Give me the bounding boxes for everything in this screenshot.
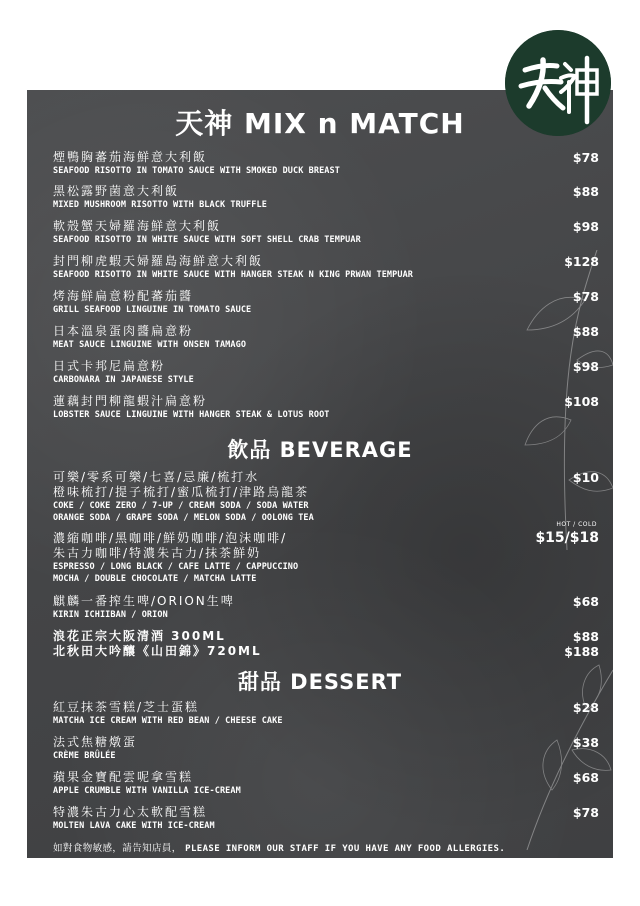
item-price: $88 xyxy=(572,629,599,644)
allergy-notice-en: PLEASE INFORM OUR STAFF IF YOU HAVE ANY FOOD ALLERGIES. xyxy=(185,844,506,854)
item-name-en: CRÈME BRÛLÉE xyxy=(53,751,116,761)
item-price: $108 xyxy=(564,394,599,409)
item-price: $98 xyxy=(572,219,599,234)
item-name-cn: 煙鴨胸蕃茄海鮮意大利飯 xyxy=(53,150,208,164)
beverage-section-title: 飲品 BEVERAGE xyxy=(227,438,413,462)
item-name-en: GRILL SEAFOOD LINGUINE IN TOMATO SAUCE xyxy=(53,305,252,315)
item-name-en: ESPRESSO / LONG BLACK / CAFE LATTE / CAPPUCCINO xyxy=(53,562,299,572)
item-price: $78 xyxy=(572,289,599,304)
item-name-cn: 麒麟一番搾生啤/ORION生啤 xyxy=(53,594,235,608)
item-price: $78 xyxy=(572,150,599,165)
menu-board xyxy=(27,90,613,858)
item-price: $38 xyxy=(572,735,599,750)
item-price: $88 xyxy=(572,324,599,339)
item-name-en: LOBSTER SAUCE LINGUINE WITH HANGER STEAK & LOTUS ROOT xyxy=(53,410,330,420)
item-name-cn: 烤海鮮扁意粉配蕃茄醬 xyxy=(53,289,194,303)
item-name-cn: 北秋田大吟釀《山田錦》720ML xyxy=(53,644,262,658)
item-name-en: ORANGE SODA / GRAPE SODA / MELON SODA / OOLONG TEA xyxy=(53,513,314,523)
item-name-en: CARBONARA IN JAPANESE STYLE xyxy=(53,375,194,385)
item-price: $78 xyxy=(572,805,599,820)
restaurant-logo xyxy=(505,30,611,136)
item-name-en: SEAFOOD RISOTTO IN WHITE SAUCE WITH SOFT SHELL CRAB TEMPUAR xyxy=(53,235,361,245)
mains-section-title: 天神 MIX n MATCH xyxy=(175,107,465,140)
dessert-section-title: 甜品 DESSERT xyxy=(237,670,403,694)
item-name-cn: 封門柳虎蝦天婦羅島海鮮意大利飯 xyxy=(53,254,264,268)
item-name-cn: 黑松露野菌意大利飯 xyxy=(53,184,180,198)
allergy-notice-cn: 如對食物敏感，請告知店員， xyxy=(53,843,182,854)
item-name-cn: 可樂/零系可樂/七喜/忌廉/梳打水 xyxy=(53,470,260,484)
item-name-en: KIRIN ICHIIBAN / ORION xyxy=(53,610,168,620)
item-price: $98 xyxy=(572,359,599,374)
item-name-cn: 法式焦糖燉蛋 xyxy=(53,735,138,749)
allergy-notice xyxy=(53,840,613,854)
item-name-cn: 軟殼蟹天婦羅海鮮意大利飯 xyxy=(53,219,222,233)
item-name-en: SEAFOOD RISOTTO IN WHITE SAUCE WITH HANGER STEAK N KING PRWAN TEMPUAR xyxy=(53,270,414,280)
item-price: $15/$18 xyxy=(535,530,599,546)
item-name-en: SEAFOOD RISOTTO IN TOMATO SAUCE WITH SMOKED DUCK BREAST xyxy=(53,166,340,176)
item-price: $68 xyxy=(572,594,599,609)
item-name-en: MOCHA / DOUBLE CHOCOLATE / MATCHA LATTE xyxy=(53,574,257,584)
item-name-cn: 橙味梳打/提子梳打/蜜瓜梳打/津路烏龍茶 xyxy=(53,485,310,499)
item-name-en: MIXED MUSHROOM RISOTTO WITH BLACK TRUFFLE xyxy=(53,200,267,210)
item-price: $10 xyxy=(572,470,599,485)
item-name-en: MATCHA ICE CREAM WITH RED BEAN / CHEESE CAKE xyxy=(53,716,283,726)
item-price: $88 xyxy=(572,184,599,199)
item-name-cn: 蓮藕封門柳龍蝦汁扁意粉 xyxy=(53,394,208,408)
item-name-en: MOLTEN LAVA CAKE WITH ICE-CREAM xyxy=(53,821,215,831)
item-name-cn: 浪花正宗大阪清酒 300ML xyxy=(53,629,226,643)
item-name-cn: 日本溫泉蛋肉醬扁意粉 xyxy=(53,324,194,338)
item-name-cn: 朱古力咖啡/特濃朱古力/抹茶鮮奶 xyxy=(53,546,262,560)
item-name-en: APPLE CRUMBLE WITH VANILLA ICE-CREAM xyxy=(53,786,241,796)
item-name-cn: 蘋果金寶配雲呢拿雪糕 xyxy=(53,770,194,784)
item-price: $188 xyxy=(564,644,599,659)
item-price: $128 xyxy=(564,254,599,269)
item-name-cn: 紅豆抹茶雪糕/芝士蛋糕 xyxy=(53,700,200,714)
item-price: $28 xyxy=(572,700,599,715)
item-price: $68 xyxy=(572,770,599,785)
item-name-cn: 濃縮咖啡/黑咖啡/鮮奶咖啡/泡沫咖啡/ xyxy=(53,531,288,545)
item-name-en: COKE / COKE ZERO / 7-UP / CREAM SODA / SODA WATER xyxy=(53,501,309,511)
logo-calligraphy-icon xyxy=(505,30,611,136)
item-name-cn: 特濃朱古力心太軟配雪糕 xyxy=(53,805,208,819)
item-name-cn: 日式卡邦尼扁意粉 xyxy=(53,359,166,373)
hot-cold-label: HOT / COLD xyxy=(556,521,597,528)
item-name-en: MEAT SAUCE LINGUINE WITH ONSEN TAMAGO xyxy=(53,340,247,350)
